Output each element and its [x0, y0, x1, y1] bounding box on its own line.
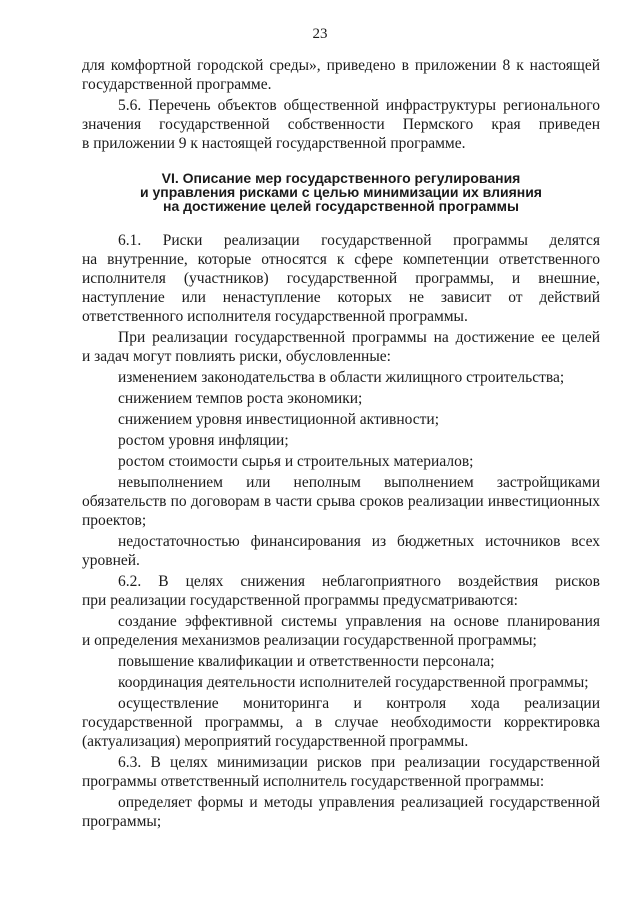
paragraph-5-6-line: 5.6. Перечень объектов общественной инфраструктуры регионального — [118, 97, 600, 114]
paragraph-6-3-line: программы ответственный исполнитель государственной программы: — [82, 773, 545, 790]
risk-item: снижением темпов роста экономики; — [118, 390, 363, 407]
measure-item-line: (актуализация) мероприятий государственной программы. — [82, 733, 469, 750]
measure-item-line: и определения механизмов реализации государственной программы; — [82, 632, 537, 649]
risk-item-line: обязательств по договорам в части срыва сроков реализации инвестиционных — [82, 493, 600, 510]
section-heading-line: VI. Описание мер государственного регулирования — [161, 170, 521, 186]
risk-item-line: проектов; — [82, 512, 147, 529]
paragraph-6-2-line: 6.2. В целях снижения неблагоприятного воздействия рисков — [118, 573, 600, 590]
risk-item: ростом стоимости сырья и строительных материалов; — [118, 453, 474, 470]
risk-item-line: недостаточностью финансирования из бюджетных источников всех — [118, 533, 600, 550]
paragraph-6-1-line: исполнителя (участников) государственной программы, и внешние, — [82, 270, 600, 287]
measure-item-line: государственной программы, а в случае необходимости корректировка — [82, 714, 600, 731]
risk-item: снижением уровня инвестиционной активности; — [118, 411, 440, 428]
document-body — [82, 56, 600, 831]
paragraph-6-1-line: ответственного исполнителя государственной программы. — [82, 308, 468, 325]
paragraph-6-3-item-line: программы; — [82, 813, 162, 830]
section-heading-line: и управления рисками с целью минимизации их влияния — [140, 184, 542, 200]
paragraph-6-1-line: наступление или ненаступление которых не зависит от действий — [82, 289, 600, 306]
section-heading-line: на достижение целей государственной программы — [163, 198, 519, 214]
paragraph-6-1-line: 6.1. Риски реализации государственной программы делятся — [118, 232, 600, 249]
paragraph-6-3-line: 6.3. В целях минимизации рисков при реализации государственной — [118, 754, 600, 771]
risks-intro-line: При реализации государственной программы на достижение ее целей — [118, 329, 600, 346]
paragraph-5-6-line: в приложении 9 к настоящей государственной программе. — [82, 135, 466, 152]
risk-item-line: уровней. — [82, 552, 140, 569]
risk-item: изменением законодательства в области жилищного строительства; — [118, 369, 565, 386]
paragraph-6-2-line: при реализации государственной программы предусматриваются: — [82, 592, 518, 609]
risk-item-line: невыполнением или неполным выполнением застройщиками — [118, 474, 600, 491]
risk-item: ростом уровня инфляции; — [118, 432, 289, 449]
paragraph-5-6-line: значения государственной собственности Пермского края приведен — [82, 116, 600, 133]
paragraph-6-1-line: на внутренние, которые относятся к сфере компетенции ответственного — [82, 251, 600, 268]
measure-item-line: осуществление мониторинга и контроля хода реализации — [118, 695, 600, 712]
measure-item: координация деятельности исполнителей государственной программы; — [118, 674, 589, 691]
section-heading — [82, 171, 600, 213]
risks-intro-line: и задач могут повлиять риски, обусловленные: — [82, 348, 391, 365]
measure-item: повышение квалификации и ответственности персонала; — [118, 653, 495, 670]
paragraph-line: для комфортной городской среды», приведено в приложении 8 к настоящей — [82, 57, 600, 74]
paragraph-6-3-item-line: определяет формы и методы управления реализацией государственной — [118, 794, 600, 811]
measure-item-line: создание эффективной системы управления на основе планирования — [118, 613, 600, 630]
paragraph-line: государственной программе. — [82, 76, 272, 93]
page-number: 23 — [312, 26, 328, 42]
